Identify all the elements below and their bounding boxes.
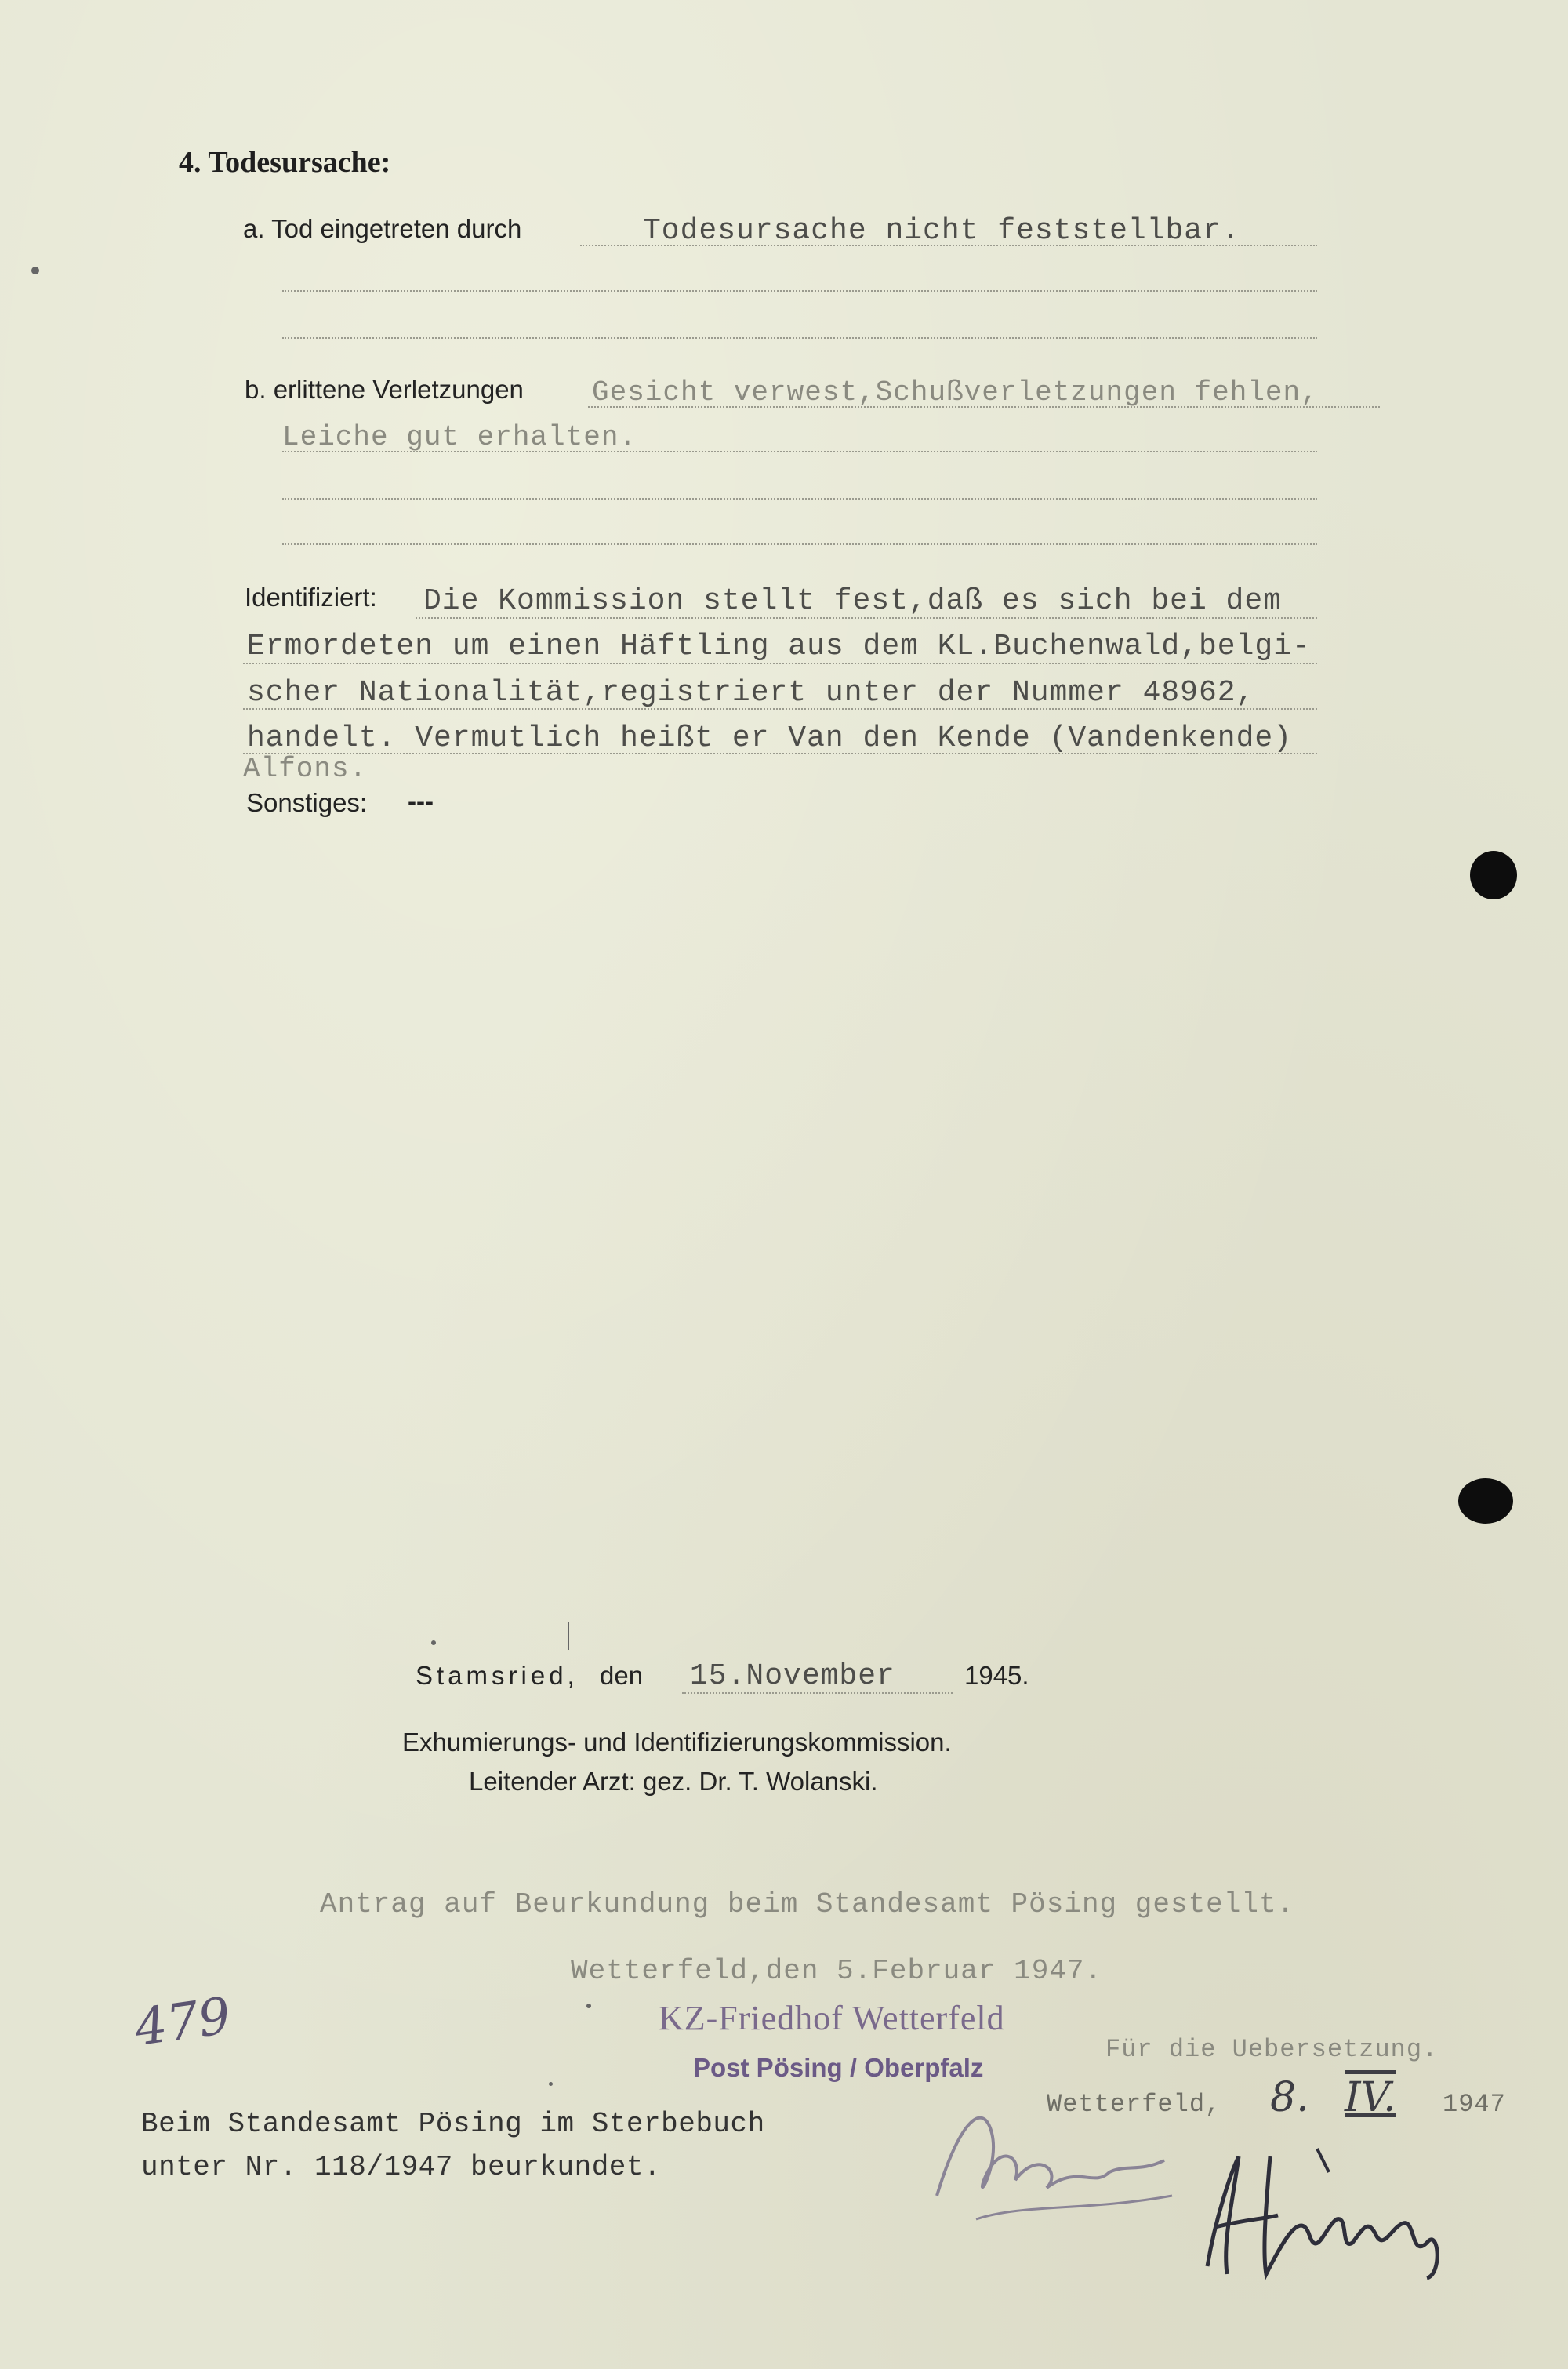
dotted-line (243, 753, 1317, 754)
field-value-injuries-line1: Gesicht verwest,Schußverletzungen fehlen, (592, 376, 1319, 409)
dotted-line (243, 663, 1317, 664)
translation-note: Für die Uebersetzung. (1105, 2035, 1439, 2064)
dotted-line (282, 451, 1317, 452)
speck (586, 2004, 591, 2008)
dotted-line (282, 337, 1317, 339)
dotted-line (580, 245, 1317, 246)
field-value-identified-line4: handelt. Vermutlich heißt er Van den Kende (Vandenkende) (247, 721, 1293, 755)
registry-note-line2: unter Nr. 118/1947 beurkundet. (141, 2151, 662, 2183)
date-prefix: den (600, 1661, 644, 1690)
section-heading: 4. Todesursache: (179, 146, 391, 179)
stamp-cemetery: KZ-Friedhof Wetterfeld (659, 1999, 1005, 2037)
field-label-injuries: b. erlittene Verletzungen (245, 375, 524, 404)
date-value: 15.November (690, 1659, 895, 1693)
registry-note-line1: Beim Standesamt Pösing im Sterbebuch (141, 2108, 765, 2140)
speck (568, 1622, 569, 1650)
field-value-identified-line1: Die Kommission stellt fest,daß es sich bei dem (423, 584, 1282, 618)
dotted-line (416, 617, 1317, 619)
translation-day: 8. (1270, 2074, 1309, 2121)
field-value-cause-of-death: Todesursache nicht feststellbar. (643, 214, 1240, 248)
signature-left (929, 2086, 1180, 2227)
field-value-injuries-line2: Leiche gut erhalten. (282, 421, 637, 453)
field-value-identified-line5: Alfons. (243, 753, 368, 785)
dotted-line (282, 290, 1317, 292)
field-value-identified-line3: scher Nationalität,registriert unter der Nummer 48962, (247, 676, 1255, 710)
stamp-address: Post Pösing / Oberpfalz (693, 2053, 984, 2082)
place-label: Stamsried, (416, 1661, 579, 1690)
translation-place: Wetterfeld, (1047, 2090, 1221, 2119)
punch-hole (1470, 851, 1517, 899)
dotted-line (682, 1692, 953, 1694)
field-value-identified-line2: Ermordeten um einen Häftling aus dem KL.Buchenwald,belgi- (247, 630, 1311, 663)
speck (549, 2082, 553, 2086)
application-note: Antrag auf Beurkundung beim Standesamt Pösing gestellt. (320, 1888, 1295, 1920)
field-label-other: Sonstiges: (246, 788, 368, 817)
handwritten-number: 479 (131, 1986, 234, 2058)
dotted-line (243, 708, 1317, 710)
field-label-cause-of-death: a. Tod eingetreten durch (243, 214, 522, 243)
translation-year: 1947 (1443, 2090, 1506, 2119)
leading-doctor: Leitender Arzt: gez. Dr. T. Wolanski. (469, 1767, 878, 1796)
speck (431, 1640, 436, 1645)
punch-hole (1458, 1478, 1513, 1524)
application-place-date: Wetterfeld,den 5.Februar 1947. (571, 1955, 1103, 1987)
field-value-other: --- (408, 787, 434, 816)
field-label-identified: Identifiziert: (245, 583, 377, 612)
dotted-line (282, 543, 1317, 545)
signature-right (1192, 2141, 1466, 2282)
dotted-line (588, 406, 1380, 408)
dotted-line (282, 498, 1317, 500)
commission-name: Exhumierungs- und Identifizierungskommission. (402, 1728, 952, 1757)
speck (31, 267, 39, 274)
translation-month: IV. (1345, 2074, 1396, 2121)
year-value: 1945. (964, 1661, 1029, 1690)
